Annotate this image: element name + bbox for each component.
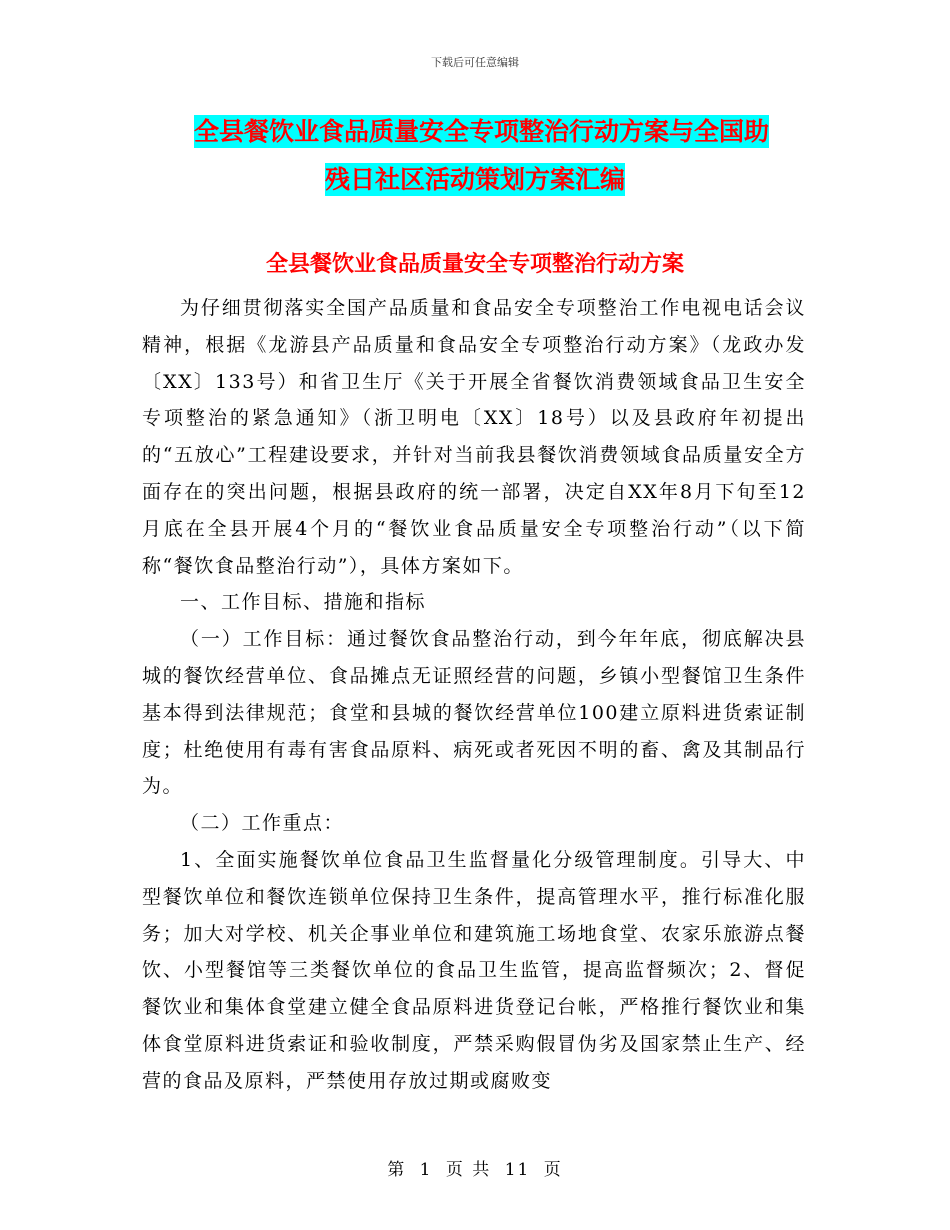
body-text (142, 290, 806, 1100)
paragraph-goals: （一）工作目标：通过餐饮食品整治行动，到今年年底，彻底解决县城的餐饮经营单位、食品摊点无证照经营的问题，乡镇小型餐馆卫生条件基本得到法律规范；食堂和县城的餐饮经营单位100建立原料进货索证制度；杜绝使用有毒有害食品原料、病死或者死因不明的畜、禽及其制品行为。 (142, 628, 806, 798)
footer-middle: 页 共 (445, 1160, 492, 1180)
footer-prefix: 第 (387, 1160, 407, 1180)
document-title-line1: 全县餐饮业食品质量安全专项整治行动方案与全国助 (194, 117, 770, 146)
section-title: 全县餐饮业食品质量安全专项整治行动方案 (265, 252, 684, 277)
page-footer (0, 1155, 950, 1180)
footer-suffix: 页 (543, 1160, 563, 1180)
document-title (140, 108, 810, 204)
footer-total-pages: 11 (504, 1160, 531, 1180)
footer-page-number: 1 (419, 1160, 433, 1180)
paragraph-heading-2: （二）工作重点： (180, 812, 345, 835)
header-note: 下载后可任意编辑 (431, 56, 519, 69)
document-title-line2: 残日社区活动策划方案汇编 (324, 165, 625, 194)
paragraph-intro: 为仔细贯彻落实全国产品质量和食品安全专项整治工作电视电话会议精神，根据《龙游县产品质量和食品安全专项整治行动方案》（龙政办发〔XX〕133号）和省卫生厅《关于开展全省餐饮消费领域食品卫生安全专项整治的紧急通知》（浙卫明电〔XX〕18号）以及县政府年初提出的“五放心”工程建设要求，并针对当前我县餐饮消费领域食品质量安全方面存在的突出问题，根据县政府的统一部署，决定自XX年8月下旬至12月底在全县开展4个月的“餐饮业食品质量安全专项整治行动”（以下简称“餐饮食品整治行动”），具体方案如下。 (142, 297, 806, 577)
paragraph-heading-1: 一、工作目标、措施和指标 (180, 591, 427, 614)
paragraph-focus: 1、全面实施餐饮单位食品卫生监督量化分级管理制度。引导大、中型餐饮单位和餐饮连锁单位保持卫生条件，提高管理水平，推行标准化服务；加大对学校、机关企事业单位和建筑施工场地食堂、农家乐旅游点餐饮、小型餐馆等三类餐饮单位的食品卫生监管，提高监督频次；2、督促餐饮业和集体食堂建立健全食品原料进货登记台帐，严格推行餐饮业和集体食堂原料进货索证和验收制度，严禁采购假冒伪劣及国家禁止生产、经营的食品及原料，严禁使用存放过期或腐败变 (142, 848, 806, 1092)
